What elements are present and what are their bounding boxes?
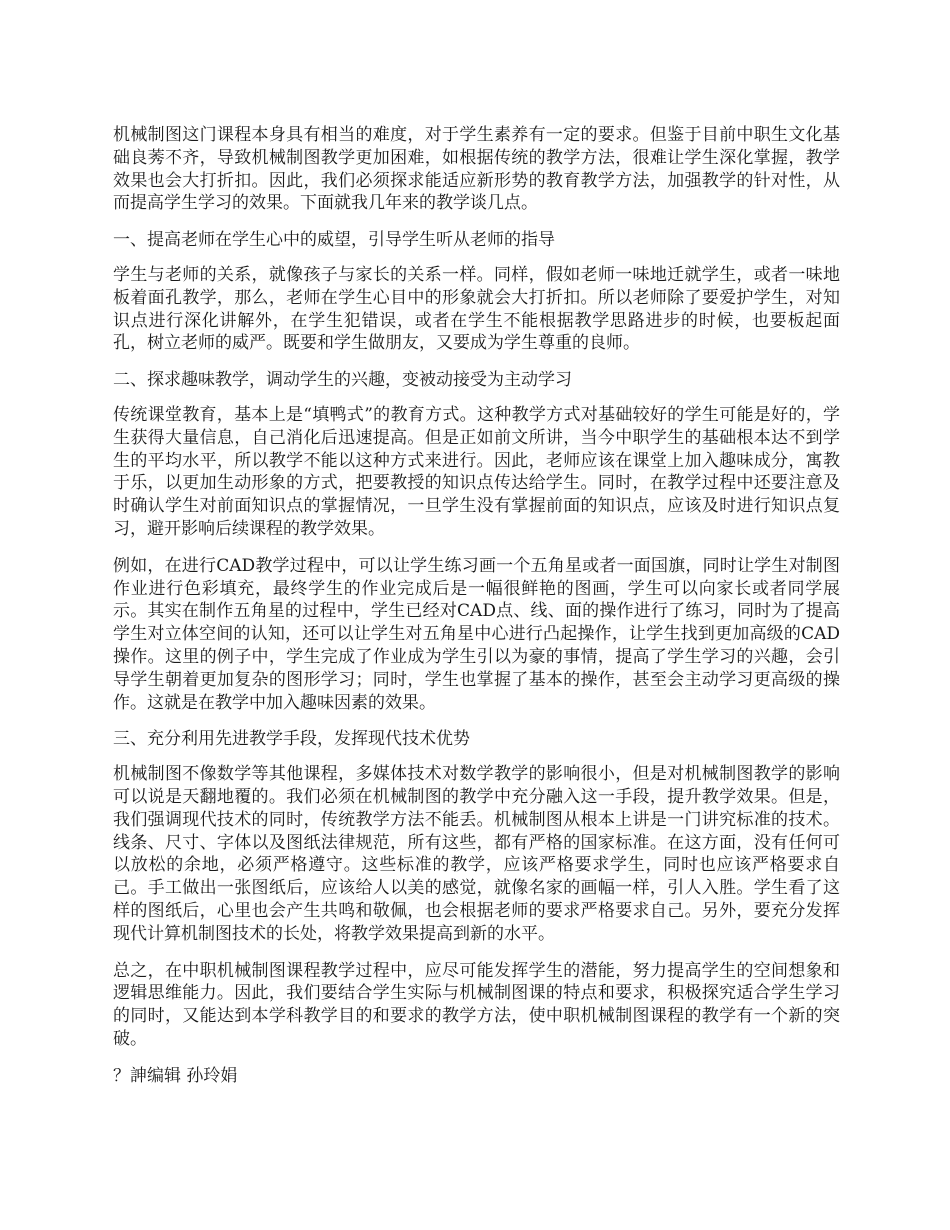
- section-3-paragraph: 机械制图不像数学等其他课程，多媒体技术对数学教学的影响很小，但是对机械制图教学的影响可以说是天翻地覆的。我们必须在机械制图的教学中充分融入这一手段，提升教学效果。但是，我们强调现代技术的同时，传统教学方法不能丢。机械制图从根本上讲是一门讲究标准的技术。线条、尺寸、字体以及图纸法律规范，所有这些，都有严格的国家标准。在这方面，没有任何可以放松的余地，必须严格遵守。这些标准的教学，应该严格要求学生，同时也应该严格要求自己。手工做出一张图纸后，应该给人以美的感觉，就像名家的画幅一样，引人入胜。学生看了这样的图纸后，心里也会产生共鸣和敬佩，也会根据老师的要求严格要求自己。另外，要充分发挥现代计算机制图技术的长处，将教学效果提高到新的水平。: [113, 764, 840, 944]
- editor-credit: ？訷编辑 孙玲娟: [113, 1065, 238, 1086]
- section-1-paragraph: 学生与老师的关系，就像孩子与家长的关系一样。同样，假如老师一味地迁就学生，或者一味地板着面孔教学，那么，老师在学生心目中的形象就会大打折扣。所以老师除了要爱护学生，对知识点进行深化讲解外，在学生犯错误，或者在学生不能根据教学思路进步的时候，也要板起面孔，树立老师的威严。既要和学生做朋友，又要成为学生尊重的良师。: [113, 264, 840, 354]
- section-2-paragraph-1: 传统课堂教育，基本上是“填鸭式”的教育方式。这种教学方式对基础较好的学生可能是好的，学生获得大量信息，自己消化后迅速提高。但是正如前文所讲，当今中职学生的基础根本达不到学生的平均水平，所以教学不能以这种方式来进行。因此，老师应该在课堂上加入趣味成分，寓教于乐，以更加生动形象的方式，把要教授的知识点传达给学生。同时，在教学过程中还要注意及时确认学生对前面知识点的掌握情况，一旦学生没有掌握前面的知识点，应该及时进行知识点复习，避开影响后续课程的教学效果。: [113, 404, 840, 539]
- section-heading-3: 三、充分利用先进教学手段，发挥现代技术优势: [113, 729, 470, 750]
- conclusion-paragraph: 总之，在中职机械制图课程教学过程中，应尽可能发挥学生的潜能，努力提高学生的空间想象和逻辑思维能力。因此，我们要结合学生实际与机械制图课的特点和要求，积极探究适合学生学习的同时，又能达到本学科教学目的和要求的教学方法，使中职机械制图课程的教学有一个新的突破。: [113, 960, 840, 1049]
- section-2-paragraph-2: 例如，在进行CAD教学过程中，可以让学生练习画一个五角星或者一面国旗，同时让学生对制图作业进行色彩填充，最终学生的作业完成后是一幅很鲜艳的图画，学生可以向家长或者同学展示。其实在制作五角星的过程中，学生已经对CAD点、线、面的操作进行了练习，同时为了提高学生对立体空间的认知，还可以让学生对五角星中心进行凸起操作，让学生找到更加高级的CAD操作。这里的例子中，学生完成了作业成为学生引以为豪的事情，提高了学生学习的兴趣，会引导学生朝着更加复杂的图形学习；同时，学生也掌握了基本的操作，甚至会主动学习更高级的操作。这就是在教学中加入趣味因素的效果。: [113, 555, 840, 713]
- document-page: [113, 124, 840, 1087]
- section-heading-2: 二、探求趣味教学，调动学生的兴趣，变被动接受为主动学习: [113, 370, 572, 391]
- intro-paragraph: 机械制图这门课程本身具有相当的难度，对于学生素养有一定的要求。但鉴于目前中职生文化基础良莠不齐，导致机械制图教学更加困难，如根据传统的教学方法，很难让学生深化掌握，教学效果也会大打折扣。因此，我们必须探求能适应新形势的教育教学方法，加强教学的针对性，从而提高学生学习的效果。下面就我几年来的教学谈几点。: [113, 125, 840, 214]
- section-heading-1: 一、提高老师在学生心中的威望，引导学生听从老师的指导: [113, 230, 555, 251]
